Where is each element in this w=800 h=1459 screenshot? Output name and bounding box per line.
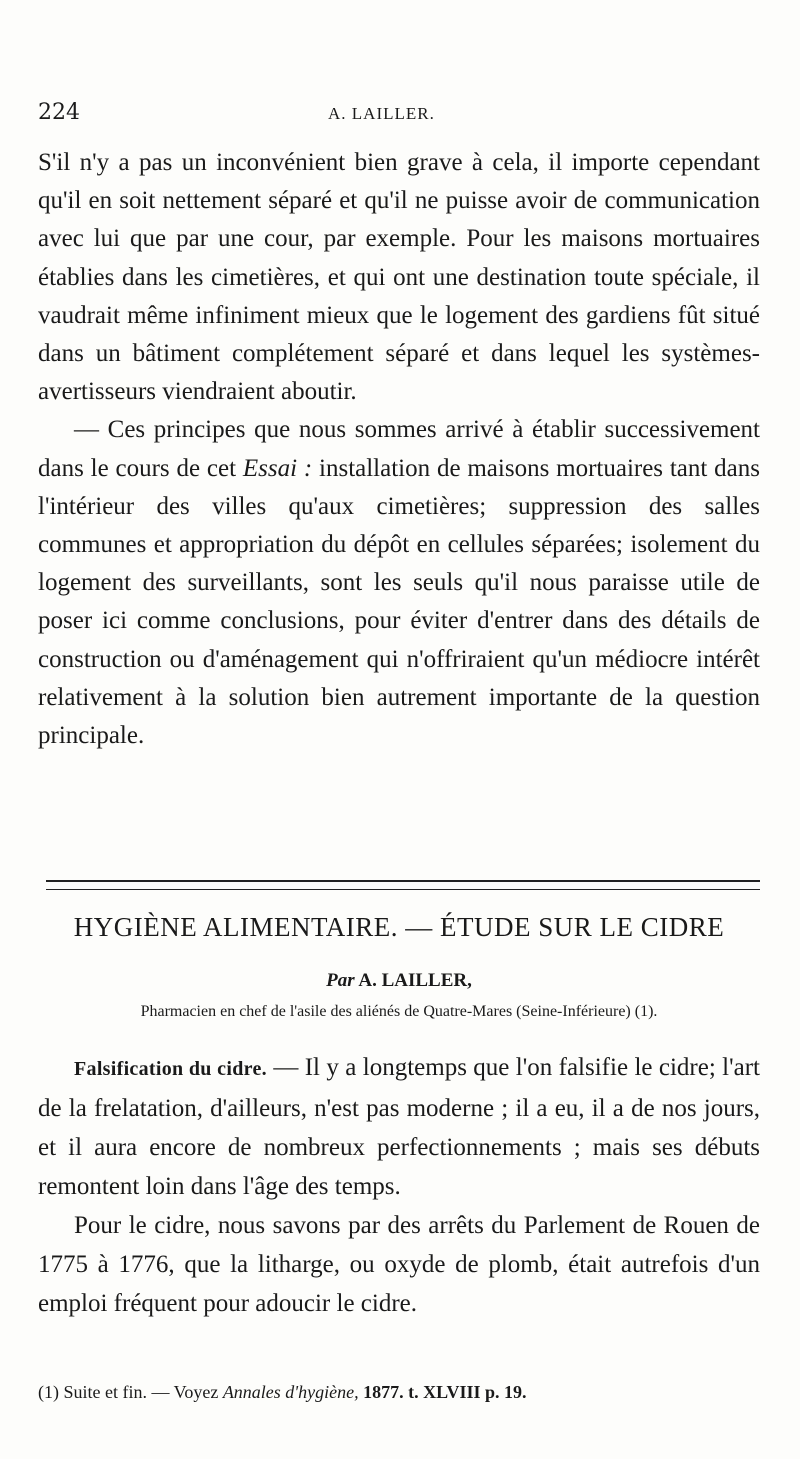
paragraph-continuation: S'il n'y a pas un inconvénient bien grave à cela, il importe cependant qu'il en soit nettement séparé et qu'il ne puisse avoir de communication avec lui que par une cour, par exemple. Pour les maisons mortuaires établies dans les cimetières, et qui ont une destination toute spéciale, il vaudrait même infiniment mieux que le logement des gardiens fût situé dans un bâtiment complétement séparé et dans lequel les systèmes-avertisseurs viendraient aboutir. <box>38 149 760 406</box>
footnote-citation: 1877. t. XLVIII p. 19. <box>358 1382 527 1402</box>
essai-italic: Essai : <box>242 454 313 482</box>
section-paragraph-1 <box>38 1048 760 1206</box>
footnote <box>38 1382 760 1403</box>
paragraph-conclusions-part2: installation de maisons mortuaires tant dans l'intérieur des villes qu'aux cimetières; suppression des salles communes et appropriation du dépôt en cellules séparées; isolement du logement des surveillants, sont les seuls qu'il nous paraisse utile de poser ici comme conclusions, pour éviter d'entrer dans des détails de construction ou d'aménagement qui n'offriraient qu'un médiocre intérêt relativement à la solution bien autrement importante de la question principale. <box>38 454 760 750</box>
running-head: A. LAILLER. <box>328 104 435 123</box>
byline-prefix: Par <box>326 970 355 991</box>
body-text <box>38 144 760 755</box>
paragraph-conclusions <box>38 411 760 755</box>
author-affiliation: Pharmacien en chef de l'asile des aliénés de Quatre-Mares (Seine-Inférieure) (1). <box>140 1003 658 1020</box>
footnote-journal: Annales d'hygiène, <box>222 1382 359 1402</box>
footnote-prefix: (1) Suite et fin. — Voyez <box>38 1382 223 1402</box>
section-paragraph-1-text: — Il y a longtemps que l'on falsifie le cidre; l'art de la frelatation, d'ailleurs, n'est pas moderne ; il a eu, il a de nos jours, et il aura encore de nombreux perfectionnements ; mais ses débuts remontent loin dans l'âge des temps. <box>38 1054 760 1200</box>
section-paragraph-2: Pour le cidre, nous savons par des arrêts du Parlement de Rouen de 1775 à 1776, que la litharge, ou oxyde de plomb, était autrefois d'un emploi fréquent pour adoucir le cidre. <box>38 1212 760 1317</box>
section-heading: Falsification du cidre. <box>74 1058 267 1080</box>
page-header <box>38 100 760 134</box>
article-section <box>38 1048 760 1323</box>
page-number: 224 <box>38 100 80 125</box>
article-title: HYGIÈNE ALIMENTAIRE. — ÉTUDE SUR LE CIDRE <box>73 912 725 942</box>
paragraph-conclusions-part1: — Ces principes que nous sommes arrivé à établir successivement dans le cours de cet <box>38 416 760 482</box>
author-name: A. LAILLER, <box>358 970 472 991</box>
byline <box>38 970 760 992</box>
section-divider <box>46 880 760 890</box>
document-page <box>38 0 760 1459</box>
